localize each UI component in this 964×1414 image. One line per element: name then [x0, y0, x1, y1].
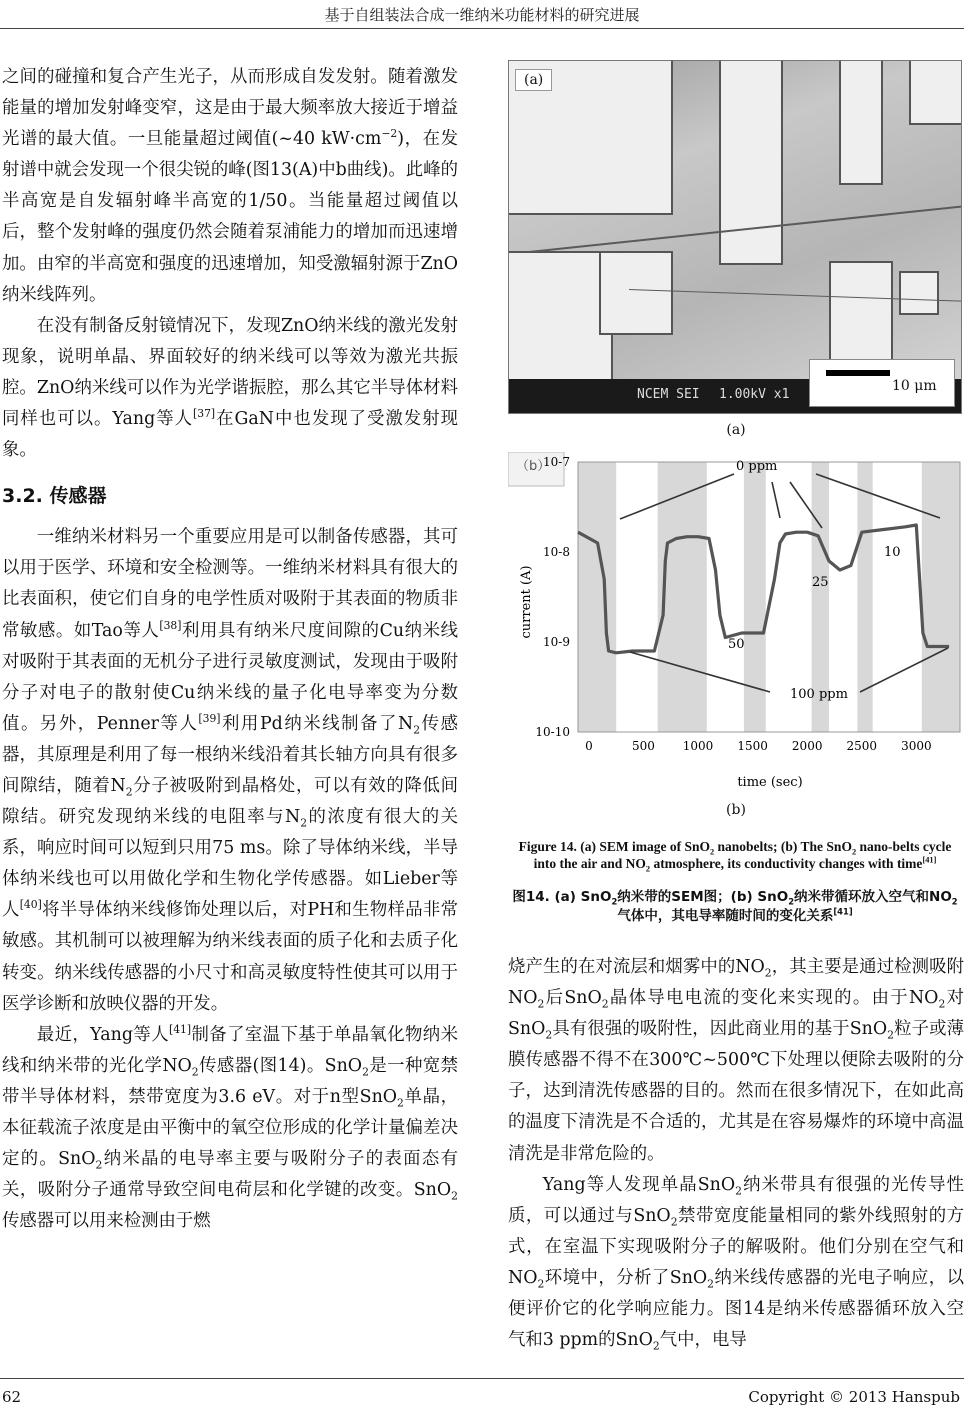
sem-electrode-top-middle [719, 60, 783, 265]
scale-box [809, 359, 955, 407]
sem-image [508, 60, 962, 414]
annotation-0ppm: 0 ppm [736, 459, 778, 474]
x-tick-label: 0 [585, 739, 593, 753]
sem-info-left: NCEM SEI [637, 387, 700, 402]
y-tick-label: 10-7 [543, 455, 570, 469]
x-axis-label: time (sec) [737, 775, 803, 790]
sem-electrode-top-right [839, 60, 883, 185]
chart-background [508, 452, 962, 798]
chart-panel-label: （b） [516, 459, 551, 474]
paragraph-4: 最近，Yang等人[41]制备了室温下基于单晶氧化物纳米线和纳米带的光化学$NO_2$传感器(图14)。SnO$_2$是一种宽禁带半导体材料，禁带宽度为3.6 eV。对于n型SnO$_2$单晶，本征载流子浓度是由平衡中的氧空位形成的化学计量偏差决定的。SnO$_2$纳米晶的电导率主要与吸附分子的表面态有关，吸附分子通常导致空间电荷层和化学键的改变。SnO$_2$传感器可以用来检测由于燃 [2, 1022, 458, 1232]
figure-a-label: (a) [726, 422, 746, 438]
figure-caption-zh: 图14. (a) SnO$_2$纳米带的SEM图；(b) SnO$_2$纳米带循环放入空气和$NO_2$气体中，其电导率随时间的变化关系[41] [512, 889, 958, 924]
sem-info-right: 1.00kV x1 [719, 387, 790, 402]
paragraph-3: 一维纳米材料另一个重要应用是可以制备传感器，其可以用于医学、环境和安全检测等。一维纳米材料具有很大的比表面积，使它们自身的电学性质对吸附于其表面的物质非常敏感。如Tao等人[38]利用具有纳米尺度间隙的Cu纳米线对吸附于其表面的无机分子进行灵敏度测试，发现由于吸附分子对电子的散射使Cu纳米线的量子化电导率变为分数值。另外，Penner等人[39]利用Pd纳米线制备了$N_2$传感器，其原理是利用了每一根纳米线沿着其长轴方向具有很多间隙结，随着$N_2$分子被吸附到晶格处，可以有效的降低间隙结。研究发现纳米线的电阻率与$N_2$的浓度有很大的关系，响应时间可以短到只用75 ms。除了导体纳米线，半导体纳米线也可以用做化学和生物化学传感器。如Lieber等人[40]将半导体纳米线修饰处理以后，对PH和生物样品非常敏感。其机制可以被理解为纳米线表面的质子化和去质子化转变。纳米线传感器的小尺寸和高灵敏度特性使其可以用于医学诊断和放映仪器的开发。 [2, 527, 458, 1014]
right-column [508, 952, 964, 1356]
paragraph-2: 在没有制备反射镜情况下，发现ZnO纳米线的激光发射现象，说明单晶、界面较好的纳米线可以等效为激光共振腔。ZnO纳米线可以作为光学谐振腔，那么其它半导体材料同样也可以。Yang等人[37]在GaN中也发现了受激发射现象。 [2, 315, 458, 461]
right-paragraph-1: 烧产生的在对流层和烟雾中的$NO_2$，其主要是通过检测吸附$NO_2$后SnO$_2$晶体导电电流的变化来实现的。由于$NO_2$对SnO$_2$具有很强的吸附性，因此商业用的基于SnO$_2$粒子或薄膜传感器不得不在300℃~500℃下处理以便除去吸附的分子，达到清洗传感器的目的。然而在很多情况下，在如此高的温度下清洗是不合适的，尤其是在容易爆炸的环境中高温清洗是非常危险的。 [508, 957, 964, 1164]
sem-pad-small [899, 271, 939, 315]
shaded-band-2 [744, 462, 766, 732]
x-tick-label: 1000 [682, 739, 714, 753]
shaded-band-5 [922, 462, 960, 732]
y-tick-label: 10-8 [543, 545, 570, 559]
running-header: 基于自组装法合成一维纳米功能材料的研究进展 [324, 6, 640, 24]
figure-caption-en: Figure 14. (a) SEM image of SnO$_2$ nanobelts; (b) The SnO$_2$ nano-belts cycle into the air and $NO_2$ atmosphere, its conductivity changes with time[41] [518, 839, 952, 874]
scale-bar [826, 370, 890, 376]
sem-electrode-bottom-right [829, 261, 893, 375]
conductivity-chart [508, 452, 962, 798]
right-paragraph-2: Yang等人发现单晶SnO$_2$纳米带具有很强的光传导性质，可以通过与SnO$_2$禁带宽度能量相同的紫外线照射的方式，在室温下实现吸附分子的解吸附。他们分别在空气和$NO_2$环境中，分析了SnO$_2$纳米线传感器的光电子响应，以便评价它的化学响应能力。图14是纳米传感器循环放入空气和3 ppm的SnO$_2$气中，电导 [508, 1174, 964, 1353]
annotation-50: 50 [728, 637, 745, 652]
footer-rule [0, 1378, 964, 1379]
x-tick-label: 2000 [791, 739, 823, 753]
x-tick-label: 3000 [901, 739, 932, 753]
sem-electrode-corner [909, 60, 962, 125]
scale-label: 10 μm [892, 378, 937, 394]
sem-panel-label: (a) [515, 69, 552, 91]
annotation-100ppm: 100 ppm [790, 687, 848, 702]
y-axis-label: current (A) [519, 565, 534, 639]
sem-electrode-bottom-step [599, 251, 673, 335]
y-tick-label: 10-10 [535, 725, 570, 739]
shaded-band-4 [857, 462, 872, 732]
section-heading: 3.2. 传感器 [2, 485, 107, 508]
paragraph-1: 之间的碰撞和复合产生光子，从而形成自发发射。随着激发能量的增加发射峰变窄，这是由于最大频率放大接近于增益光谱的最大值。一旦能量超过阈值(~40 $kW\cdot cm^{-2}$)，在发射谱中就会发现一个很尖锐的峰(图13(A)中b曲线)。此峰的半高宽是自发辐射峰半高宽的1/50。当能量超过阈值以后，整个发射峰的强度仍然会随着泵浦能力的增加而迅速增加。由窄的半高宽和强度的迅速增加，知受激辐射源于ZnO纳米线阵列。 [2, 67, 458, 305]
shaded-band-0 [578, 462, 616, 732]
figure-b-label: (b) [726, 802, 746, 818]
annotation-10: 10 [884, 545, 901, 560]
copyright: Copyright © 2013 Hanspub [748, 1388, 960, 1406]
y-tick-label: 10-9 [543, 635, 570, 649]
x-tick-label: 1500 [737, 739, 768, 753]
x-tick-label: 2500 [846, 739, 878, 753]
page-number: 62 [2, 1388, 22, 1406]
x-tick-label: 500 [632, 739, 655, 753]
header-rule [0, 28, 964, 29]
left-column [2, 62, 458, 1237]
annotation-25: 25 [812, 575, 829, 590]
